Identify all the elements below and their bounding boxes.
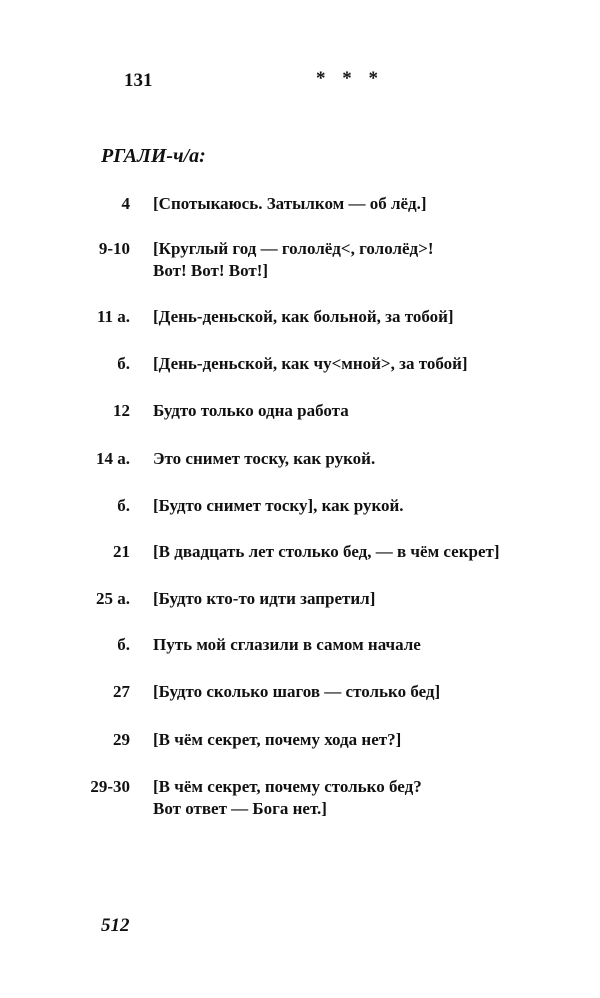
variant-text: [Спотыкаюсь. Затылком — об лёд.] bbox=[153, 194, 427, 213]
variant-line-number: 4 bbox=[121, 194, 130, 213]
variant-line-number: б. bbox=[117, 635, 130, 654]
variant-text: Путь мой сглазили в самом начале bbox=[153, 635, 421, 654]
variant-line-number: 21 bbox=[113, 542, 130, 561]
header-stars: * * * bbox=[316, 68, 384, 89]
variant-text: [День-деньской, как чу<мной>, за тобой] bbox=[153, 354, 468, 373]
variant-line-number: б. bbox=[117, 354, 130, 373]
variant-text: [В двадцать лет столько бед, — в чём секрет] bbox=[153, 542, 500, 561]
variant-line-number: 14 а. bbox=[96, 449, 130, 468]
variant-line-number: 12 bbox=[113, 401, 130, 420]
source-label: РГАЛИ-ч/а: bbox=[101, 145, 206, 167]
variant-line-number: 29-30 bbox=[90, 777, 130, 796]
variant-text: [Будто кто-то идти запретил] bbox=[153, 589, 376, 608]
variant-text: [Будто сколько шагов — столько бед] bbox=[153, 682, 441, 701]
page-number: 512 bbox=[101, 915, 130, 936]
variant-text: [День-деньской, как больной, за тобой] bbox=[153, 307, 454, 326]
variant-text: [В чём секрет, почему хода нет?] bbox=[153, 730, 402, 749]
variant-line-number: 9-10 bbox=[98, 239, 130, 258]
variant-line-number: б. bbox=[117, 496, 130, 515]
header-number: 131 bbox=[124, 70, 153, 91]
variant-text: Будто только одна работа bbox=[153, 401, 349, 420]
variant-line-number: 27 bbox=[113, 682, 130, 701]
variant-text: Это снимет тоску, как рукой. bbox=[153, 449, 376, 468]
variant-text: [Будто снимет тоску], как рукой. bbox=[153, 496, 404, 515]
variant-line-number: 25 а. bbox=[96, 589, 130, 608]
variant-line-number: 29 bbox=[113, 730, 130, 749]
variant-line-number: 11 а. bbox=[96, 307, 130, 326]
variant-text: [Круглый год — гололёд<, гололёд>! Вот! Вот! Вот!] bbox=[153, 239, 434, 280]
variant-text: [В чём секрет, почему столько бед? Вот ответ — Бога нет.] bbox=[153, 777, 422, 818]
